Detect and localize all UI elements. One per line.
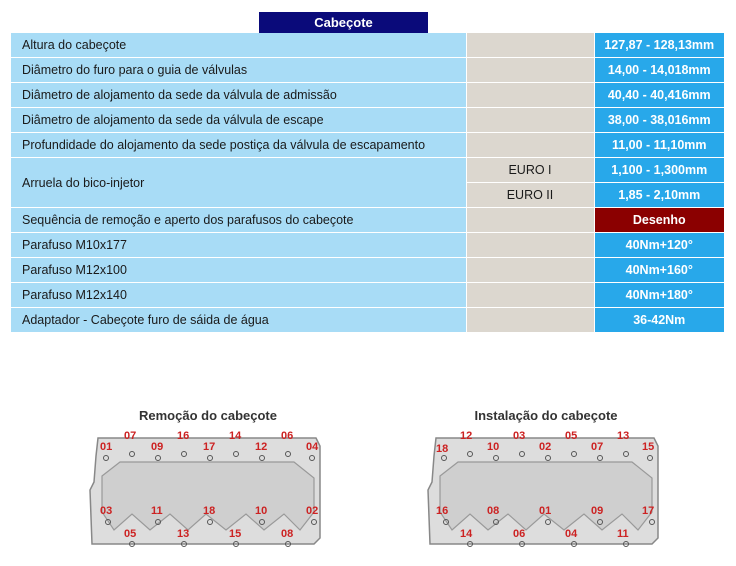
table-row — [11, 308, 724, 333]
row-mid — [466, 308, 594, 333]
row-label: Arruela do bico-injetor — [11, 158, 466, 208]
diagram-title: Instalação do cabeçote — [474, 408, 618, 423]
row-value: 38,00 - 38,016mm — [594, 108, 724, 133]
bolt-number: 17 — [203, 441, 216, 453]
bolt-number: 10 — [255, 505, 268, 517]
table-row — [11, 233, 724, 258]
bolt-number: 11 — [151, 505, 163, 517]
bolt-number: 01 — [539, 505, 552, 517]
bolt-number: 17 — [642, 505, 655, 517]
row-mid — [466, 133, 594, 158]
row-value-euro2: 1,85 - 2,10mm — [594, 183, 724, 208]
bolt-number: 15 — [229, 528, 242, 540]
row-value: 40,40 - 40,416mm — [594, 83, 724, 108]
bolt-number: 06 — [281, 430, 294, 442]
row-value: 127,87 - 128,13mm — [594, 33, 724, 58]
cylinder-head-drawing — [426, 426, 666, 566]
bolt-number: 07 — [124, 430, 137, 442]
row-label: Profundidade do alojamento da sede postiça da válvula de escapamento — [11, 133, 466, 158]
bolt-number: 07 — [591, 441, 604, 453]
bolt-number: 13 — [177, 528, 190, 540]
bolt-number: 09 — [591, 505, 604, 517]
bolt-number: 06 — [513, 528, 526, 540]
row-value-euro1: 1,100 - 1,300mm — [594, 158, 724, 183]
table-row — [11, 133, 724, 158]
table-row — [11, 33, 724, 58]
table-row — [11, 83, 724, 108]
bolt-number: 08 — [487, 505, 500, 517]
row-label: Altura do cabeçote — [11, 33, 466, 58]
row-mid — [466, 233, 594, 258]
bolt-number: 02 — [539, 441, 552, 453]
row-value: 14,00 - 14,018mm — [594, 58, 724, 83]
row-mid — [466, 258, 594, 283]
row-label: Parafuso M12x140 — [11, 283, 466, 308]
row-label: Parafuso M10x177 — [11, 233, 466, 258]
table-row — [11, 58, 724, 83]
row-label: Adaptador - Cabeçote furo de sáida de água — [11, 308, 466, 333]
row-mid-euro2: EURO II — [466, 183, 594, 208]
row-label: Sequência de remoção e aperto dos parafusos do cabeçote — [11, 208, 466, 233]
desenho-link[interactable]: Desenho — [594, 208, 724, 233]
bolt-number: 03 — [513, 430, 526, 442]
bolt-number: 12 — [460, 430, 473, 442]
bolt-number: 11 — [617, 528, 629, 540]
bolt-number: 03 — [100, 505, 113, 517]
table-row — [11, 283, 724, 308]
bolt-number: 04 — [306, 441, 319, 453]
bolt-number: 15 — [642, 441, 655, 453]
bolt-number: 08 — [281, 528, 294, 540]
row-mid — [466, 83, 594, 108]
bolt-number: 18 — [436, 443, 449, 455]
row-value: 11,00 - 11,10mm — [594, 133, 724, 158]
bolt-number: 09 — [151, 441, 164, 453]
spec-table — [11, 33, 724, 333]
row-value: 40Nm+180° — [594, 283, 724, 308]
bolt-number: 14 — [460, 528, 473, 540]
row-mid — [466, 108, 594, 133]
bolt-number: 05 — [565, 430, 578, 442]
table-row — [11, 208, 724, 233]
bolt-number: 13 — [617, 430, 630, 442]
bolt-number: 01 — [100, 441, 113, 453]
row-value: 40Nm+120° — [594, 233, 724, 258]
row-label: Diâmetro de alojamento da sede da válvula de admissão — [11, 83, 466, 108]
diagram-title: Remoção do cabeçote — [139, 408, 277, 423]
bolt-number: 02 — [306, 505, 319, 517]
cylinder-head-drawing — [88, 426, 328, 566]
table-row — [11, 258, 724, 283]
row-mid — [466, 283, 594, 308]
row-value: 36-42Nm — [594, 308, 724, 333]
row-label: Parafuso M12x100 — [11, 258, 466, 283]
row-mid-euro1: EURO I — [466, 158, 594, 183]
bolt-number: 18 — [203, 505, 216, 517]
row-label: Diâmetro do furo para o guia de válvulas — [11, 58, 466, 83]
table-row — [11, 158, 724, 183]
bolt-number: 16 — [436, 505, 449, 517]
bolt-number: 14 — [229, 430, 242, 442]
bolt-number: 04 — [565, 528, 578, 540]
bolt-number: 12 — [255, 441, 268, 453]
row-value: 40Nm+160° — [594, 258, 724, 283]
table-row — [11, 108, 724, 133]
bolt-number: 10 — [487, 441, 500, 453]
section-title: Cabeçote — [259, 12, 428, 33]
bolt-number: 05 — [124, 528, 137, 540]
row-mid — [466, 208, 594, 233]
row-mid — [466, 33, 594, 58]
bolt-number: 16 — [177, 430, 190, 442]
row-label: Diâmetro de alojamento da sede da válvula de escape — [11, 108, 466, 133]
row-mid — [466, 58, 594, 83]
